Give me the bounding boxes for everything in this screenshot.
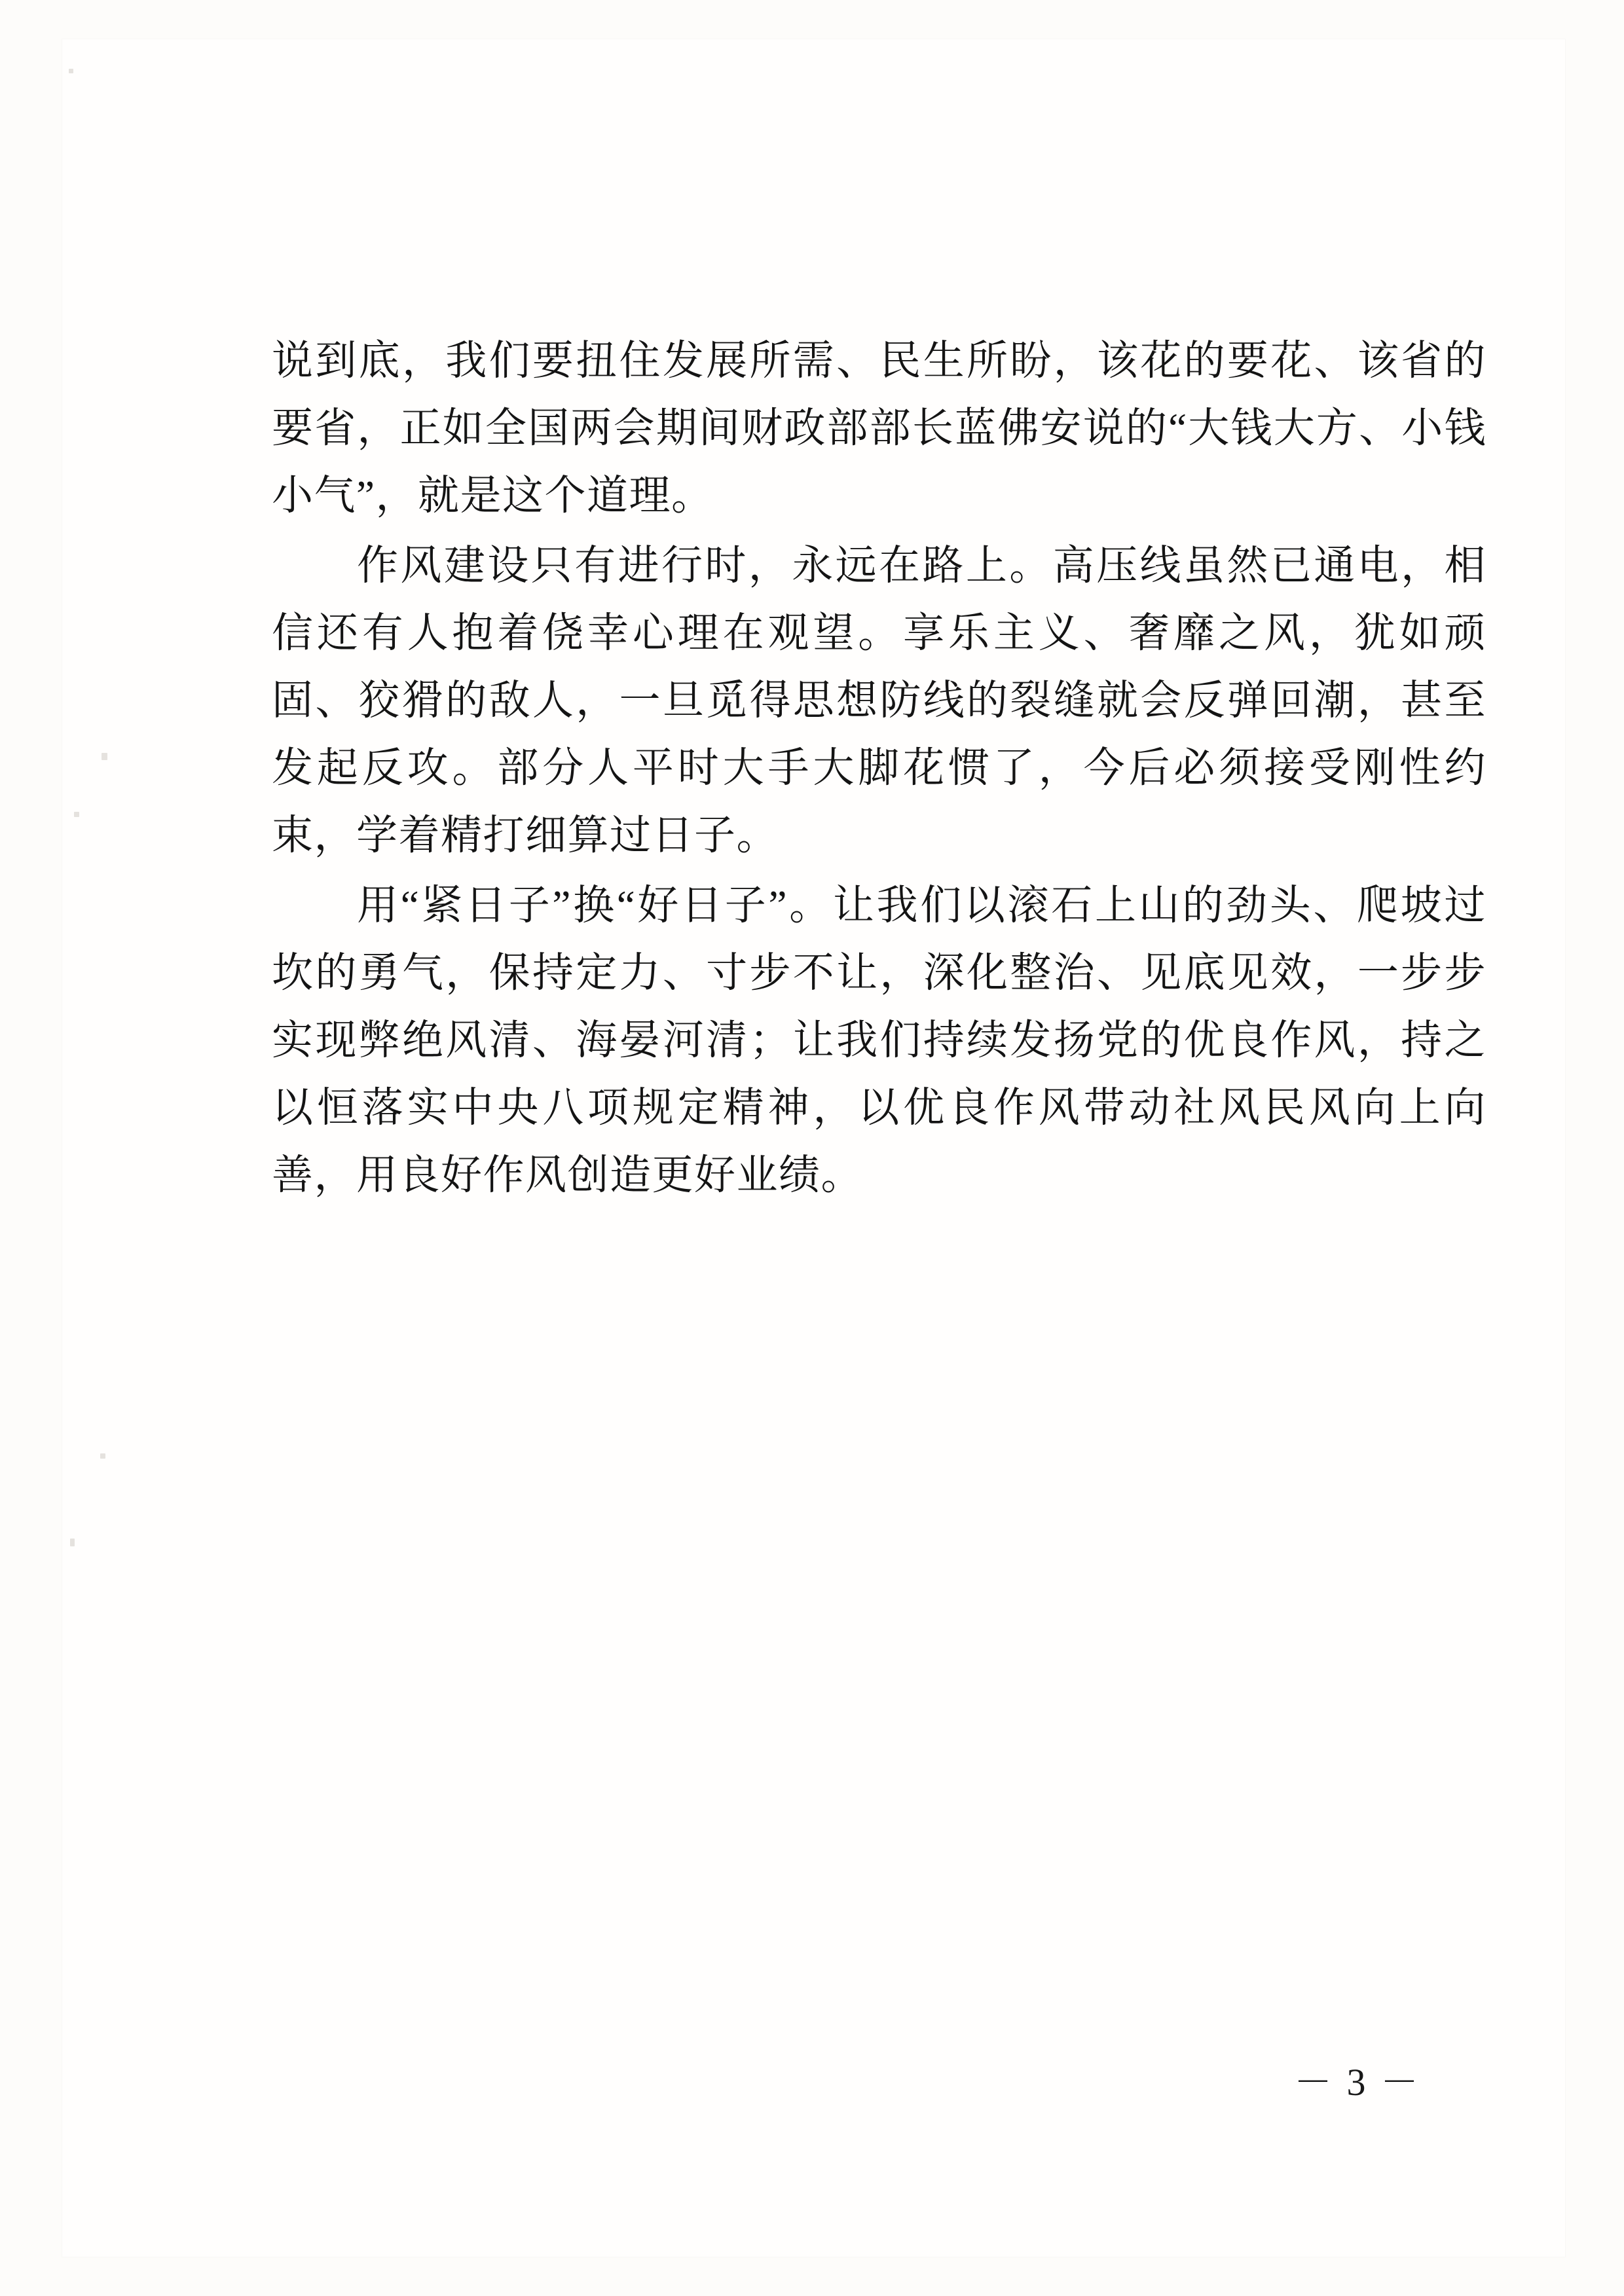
paragraph: 用“紧日子”换“好日子”。让我们以滚石上山的劲头、爬坡过坎的勇气，保持定力、寸步不让，深化整治、见底见效，一步步实现弊绝风清、海晏河清；让我们持续发扬党的优良作风，持之以恒落实中央八项规定精神，以优良作风带动社风民风向上向善，用良好作风创造更好业绩。	[272, 883, 1486, 1198]
scan-speckle	[101, 753, 107, 760]
scan-speckle	[100, 1453, 105, 1459]
paragraph: 说到底，我们要扭住发展所需、民生所盼，该花的要花、该省的要省，正如全国两会期间财政部部长蓝佛安说的“大钱大方、小钱小气”，就是这个道理。	[272, 338, 1486, 519]
scan-speckle	[74, 812, 79, 817]
page-surface	[62, 39, 1565, 2257]
page-number: － 3 －	[1293, 2061, 1421, 2104]
scan-speckle	[70, 1539, 75, 1546]
paragraph: 作风建设只有进行时，永远在路上。高压线虽然已通电，相信还有人抱着侥幸心理在观望。享乐主义、奢靡之风，犹如顽固、狡猾的敌人，一旦觅得思想防线的裂缝就会反弹回潮，甚至发起反攻。部分人平时大手大脚花惯了，今后必须接受刚性约束，学着精打细算过日子。	[272, 543, 1486, 858]
document-text-block	[272, 327, 1486, 1212]
scan-speckle	[69, 69, 73, 73]
